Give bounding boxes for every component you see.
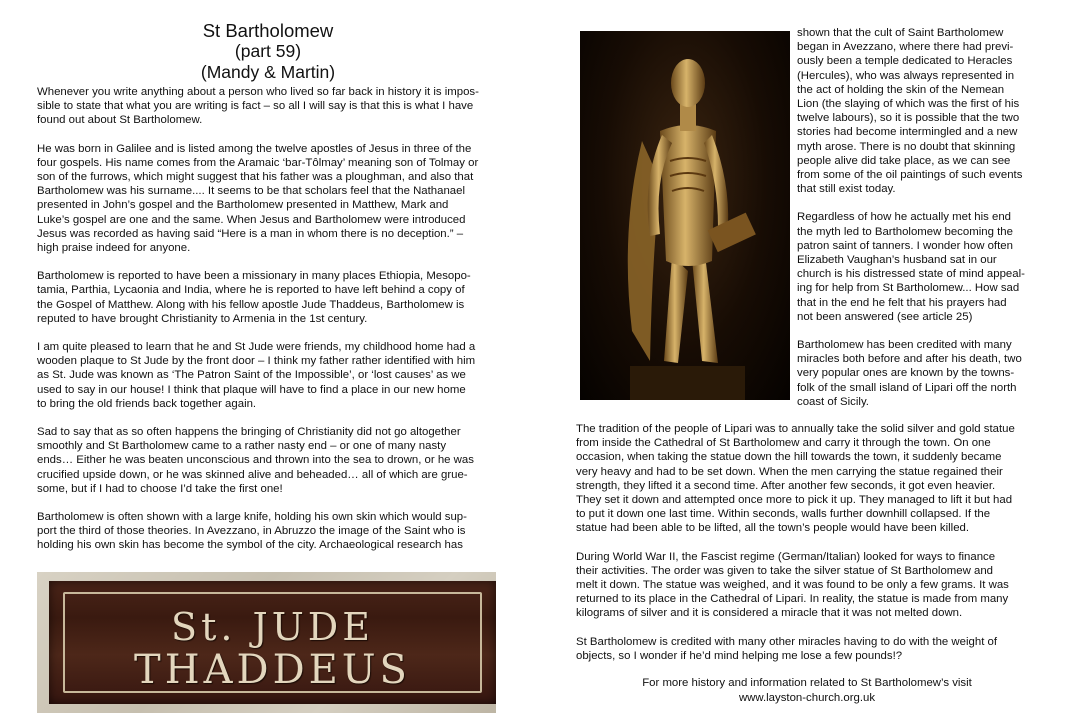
- paragraph: Regardless of how he actually met his end the myth led to Bartholomew becoming the patron saint of tanners. I wonder how often Elizabeth Vaughan’s husband sat in our church is his distressed state of mind appeal- ing for help from St Bartholomew... How sad that in the end he felt that his prayers had not been answered (see article 25): [797, 211, 1025, 323]
- plaque-text-line2: THADDEUS: [134, 647, 411, 693]
- paragraph: Bartholomew is reported to have been a missionary in many places Ethiopia, Mesopo- tamia, Parthia, Lycaonia and India, where he is reported to have left behind a copy of the Gospel of Matthew. Along with his fellow apostle Jude Thaddeus, Bartholomew is reputed to have brought Christianity to Armenia in the 1st century.: [37, 270, 471, 325]
- article-header: [37, 20, 499, 83]
- article-title: St Bartholomew: [202, 20, 334, 41]
- footer-website-link[interactable]: www.layston-church.org.uk: [738, 691, 876, 704]
- paragraph: shown that the cult of Saint Bartholomew began in Avezzano, where there had previ- ously been a temple dedicated to Heracles (Hercules), who was always represented in the act of holding the skin of the Nemean Lion (the slaying of which was the first of his twelve labours), so it is possible that the two stories had become intermingled and a new myth arose. There is no doubt that skinning people alive did take place, as we can see from some of the oil paintings of such events that still exist today.: [797, 27, 1023, 196]
- paragraph: I am quite pleased to learn that he and St Jude were friends, my childhood home had a wooden plaque to St Jude by the front door – I think my father rather identified with him as St. Jude was known as ‘The Patron Saint of the Impossible’, or ‘lost causes’ as we used to say in our house! I think that plaque will have to find a place in our new home to bring the old friends back together again.: [37, 341, 476, 410]
- plaque-text-line1: St. JUDE: [171, 605, 374, 649]
- footer-text: For more history and information related to St Bartholomew’s visit: [642, 677, 972, 689]
- right-column-top: [797, 26, 1037, 423]
- paragraph: St Bartholomew is credited with many other miracles having to do with the weight of objects, so I wonder if he’d mind helping me lose a few pounds!?: [576, 635, 998, 662]
- paragraph: Sad to say that as so often happens the bringing of Christianity did not go altogether smoothly and St Bartholomew came to a rather nasty end – or one of many nasty ends… Either he was beaten unconscious and thrown into the sea to drown, or he was crucified upside down, or he was skinned alive and beheaded… all of which are grue- some, but if I had to choose I’d take the first one!: [37, 426, 474, 495]
- article-part: (part 59): [234, 41, 302, 61]
- statue-figure: [580, 31, 790, 400]
- paragraph: He was born in Galilee and is listed among the twelve apostles of Jesus in three of the four gospels. His name comes from the Aramaic ‘bar-Tôlmay’ meaning son of Tolmay or son of the furrows, which might suggest that his father was a ploughman, and also that Bartholomew was his surname.... It seems to be that scholars feel that the Nathanael presented in John’s gospel and the Bartholomew presented in Matthew, Mark and Luke’s gospel are one and the same. When Jesus and Bartholomew were introduced Jesus was recorded as having said “Here is a man in whom there is no deception.” – high praise indeed for anyone.: [37, 142, 479, 255]
- paragraph: Whenever you write anything about a person who lived so far back in history it is impos- sible to state that what you are writing is fact – so all I will say is that this is what I have found out about St Bartholomew.: [37, 86, 479, 127]
- left-column: [37, 20, 499, 567]
- plaque-board: [49, 581, 496, 704]
- footer: [576, 676, 1038, 705]
- paragraph: During World War II, the Fascist regime (German/Italian) looked for ways to finance their activities. The order was given to take the silver statue of St Bartholomew and melt it down. The statue was weighed, and it was found to be only a few grams. It was returned to its place in the Cathedral of Lipari. In reality, the statue is made from many kilograms of silver and it is considered a miracle that it was not melted down.: [576, 550, 1009, 620]
- statue-photo: [580, 31, 790, 400]
- article-authors: (Mandy & Martin): [200, 62, 336, 82]
- st-jude-plaque-photo: [37, 572, 496, 713]
- paragraph: The tradition of the people of Lipari was to annually take the solid silver and gold statue from inside the Cathedral of St Bartholomew and carry it through the town. On one occasion, when taking the statue down the hill towards the town, it suddenly became very heavy and had to be set down. When the men carrying the statue regained their strength, they lifted it a second time. After another few seconds, it got even heavier. They set it down and attempted once more to pick it up. They managed to lift it but had to put it down one last time. Within seconds, walls further downhill collapsed. If the statue had been able to be lifted, all the town’s people would have been killed.: [576, 423, 1015, 535]
- paragraph: Bartholomew has been credited with many miracles both before and after his death, two very popular ones are known by the towns- folk of the small island of Lipari off the north coast of Sicily.: [797, 339, 1022, 408]
- right-column-bottom: [576, 422, 1038, 677]
- paragraph: Bartholomew is often shown with a large knife, holding his own skin which would sup- port the third of those theories. In Avezzano, in Abruzzo the image of the Saint who is holding his own skin has become the symbol of the city. Archaeological research has: [37, 511, 467, 552]
